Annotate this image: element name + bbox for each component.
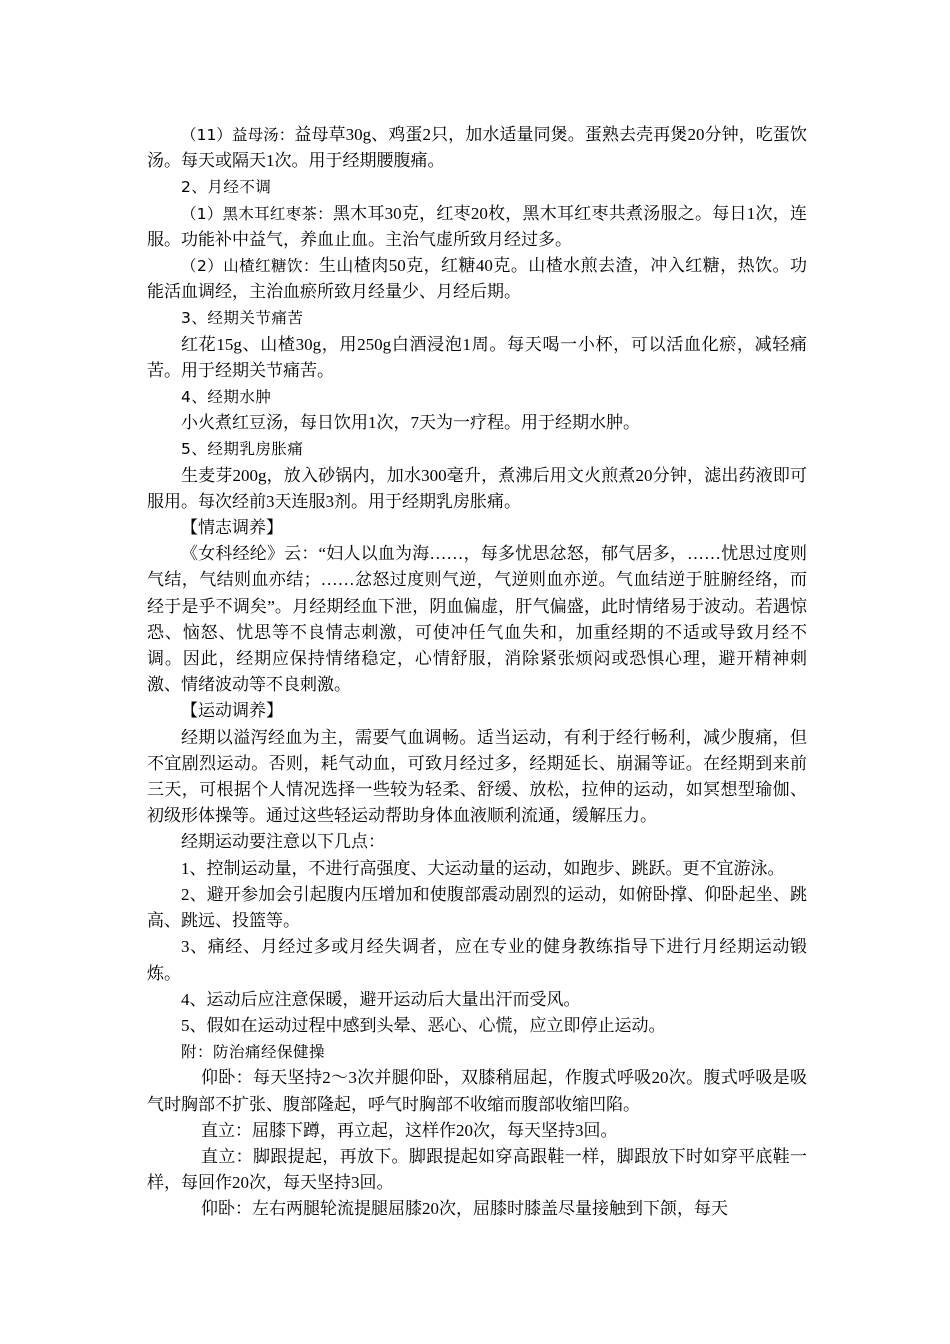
exercise-care-paragraph: 经期以溢泻经血为主，需要气血调畅。适当运动，有利于经行畅利，减少腹痛，但不宜剧烈运动。否则，耗气动血，可致月经过多，经期延长、崩漏等证。在经期到来前三天，可根据个人情况选择一些较为轻柔、舒缓、放松，拉伸的运动，如冥想型瑜伽、初级形体操等。通过这些轻运动帮助身体血液顺利流通，缓解压力。 xyxy=(147,727,807,826)
emotional-care-paragraph: 《女科经纶》云：“妇人以血为海……，每多忧思忿怒，郁气居多，……忧思过度则气结，气结则血亦结；……忿怒过度则气逆，气逆则血亦逆。气血结逆于脏腑经络，而经于是乎不调矣”。月经期经血下泄，阴血偏虚，肝气偏盛，此时情绪易于波动。若遇惊恐、恼怒、忧思等不良情志刺激，可使冲任气血失和，加重经期的不适或导致月经不调。因此，经期应保持情绪稳定，心情舒服，消除紧张烦闷或恐惧心理，避开精神刺激、情绪波动等不良刺激。 xyxy=(147,544,807,695)
section-heading-joint-pain: 3、经期关节痛苦 xyxy=(181,309,304,328)
edema-paragraph: 小火煮红豆汤，每日饮用1次，7天为一疗程。用于经期水肿。 xyxy=(181,413,640,433)
exercise-note-4: 4、运动后应注意保暖，避开运动后大量出汗而受风。 xyxy=(181,989,581,1009)
section-heading-breast-pain: 5、经期乳房胀痛 xyxy=(181,440,304,459)
recipe-11-body: 益母草30g、鸡蛋2只，加水适量同煲。蛋熟去壳再煲20分钟，吃蛋饮汤。每天或隔天1次。用于经期腰腹痛。 xyxy=(147,125,807,171)
exercise-notes-intro: 经期运动要注意以下几点： xyxy=(181,832,385,852)
exercise-note-1: 1、控制运动量，不进行高强度、大运动量的运动，如跑步、跳跃。更不宜游泳。 xyxy=(181,858,785,878)
section-heading-irregular-menstruation: 2、月经不调 xyxy=(181,178,272,197)
breast-pain-paragraph: 生麦芽200g，放入砂锅内，加水300毫升，煮沸后用文火煎煮20分钟，滤出药液即可服用。每次经前3天连服3剂。用于经期乳房胀痛。 xyxy=(147,465,807,511)
exercise-note-3: 3、痛经、月经过多或月经失调者，应在专业的健身教练指导下进行月经期运动锻炼。 xyxy=(147,937,807,983)
exercise-step-4: 仰卧：左右两腿轮流提腿屈膝20次，屈膝时膝盖尽量接触到下颌，每天 xyxy=(201,1199,728,1219)
recipe-fungus-jujube-tea xyxy=(147,201,807,253)
recipe-fungus-jujube-title: （1）黑木耳红枣茶： xyxy=(181,204,333,223)
recipe-fungus-jujube-body: 黑木耳30克，红枣20枚，黑木耳红枣共煮汤服之。每日1次，连服。功能补中益气，养血止血。主治气虚所致月经过多。 xyxy=(147,203,808,249)
emotional-care-heading: 【情志调养】 xyxy=(181,518,283,538)
exercise-note-5: 5、假如在运动过程中感到头晕、恶心、心慌，应立即停止运动。 xyxy=(181,1015,666,1035)
exercise-note-2: 2、避开参加会引起腹内压增加和使腹部震动剧烈的运动，如俯卧撑、仰卧起坐、跳高、跳远、投篮等。 xyxy=(147,884,807,931)
exercise-step-2: 直立：屈膝下蹲，再立起，这样作20次，每天坚持3回。 xyxy=(201,1120,618,1140)
appendix-heading: 附：防治痛经保健操 xyxy=(181,1043,326,1062)
exercise-step-1: 仰卧：每天坚持2～3次并腿仰卧，双膝稍屈起，作腹式呼吸20次。腹式呼吸是吸气时胸部不扩张、腹部隆起，呼气时胸部不收缩而腹部收缩凹陷。 xyxy=(147,1068,807,1114)
recipe-hawthorn-body: 生山楂肉50克，红糖40克。山楂水煎去渣，冲入红糖，热饮。功能活血调经，主治血瘀所致月经量少、月经后期。 xyxy=(147,256,807,302)
document-page xyxy=(147,122,807,1223)
recipe-hawthorn-sugar-drink xyxy=(147,253,807,305)
exercise-step-3: 直立：脚跟提起，再放下。脚跟提起如穿高跟鞋一样，脚跟放下时如穿平底鞋一样，每回作20次，每天坚持3回。 xyxy=(147,1146,807,1193)
joint-pain-paragraph: 红花15g、山楂30g，用250g白酒浸泡1周。每天喝一小杯，可以活血化瘀，减轻痛苦。用于经期关节痛苦。 xyxy=(147,334,807,380)
section-heading-edema: 4、经期水肿 xyxy=(181,388,272,407)
recipe-hawthorn-title: （2）山楂红糖饮： xyxy=(181,257,319,276)
exercise-care-heading: 【运动调养】 xyxy=(181,701,283,721)
recipe-11-paragraph xyxy=(147,122,807,174)
recipe-11-title: （11）益母汤： xyxy=(181,126,295,144)
